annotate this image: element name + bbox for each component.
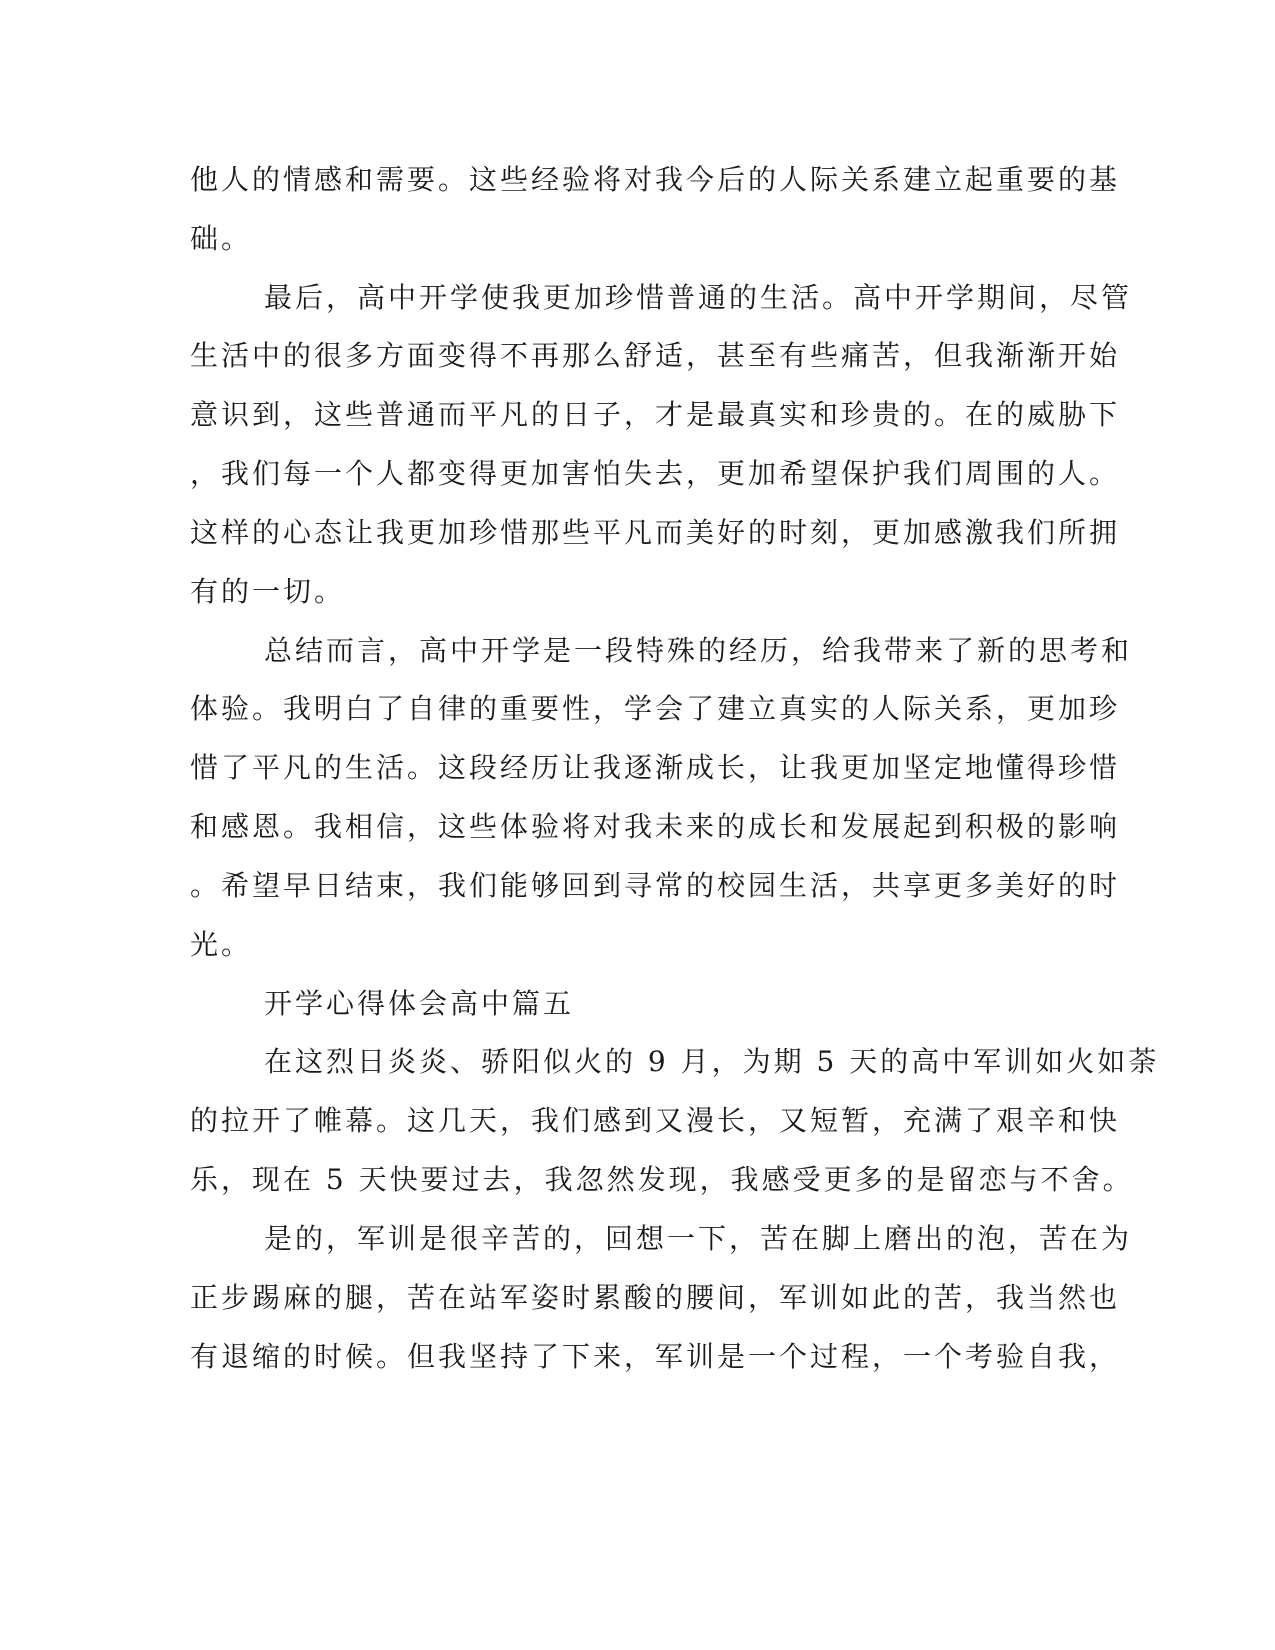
text-line: 体验。我明白了自律的重要性，学会了建立真实的人际关系，更加珍	[190, 692, 1121, 725]
text-line: 的拉开了帷幕。这几天，我们感到又漫长，又短暂，充满了艰辛和快	[190, 1104, 1121, 1137]
text-line: ，我们每一个人都变得更加害怕失去，更加希望保护我们周围的人。	[190, 457, 1121, 490]
paragraph-start-line: 总结而言，高中开学是一段特殊的经历，给我带来了新的思考和	[264, 634, 1133, 667]
text-line: 正步踢麻的腿，苦在站军姿时累酸的腰间，军训如此的苦，我当然也	[190, 1281, 1121, 1314]
text-line: 础。	[190, 222, 253, 255]
text-line: 惜了平凡的生活。这段经历让我逐渐成长，让我更加坚定地懂得珍惜	[190, 751, 1121, 784]
text-line: 乐，现在 5 天快要过去，我忽然发现，我感受更多的是留恋与不舍。	[190, 1163, 1134, 1196]
paragraph-start-line: 在这烈日炎炎、骄阳似火的 9 月，为期 5 天的高中军训如火如荼	[264, 1045, 1160, 1078]
text-line: 光。	[190, 928, 253, 961]
text-line: 生活中的很多方面变得不再那么舒适，甚至有些痛苦，但我渐渐开始	[190, 339, 1121, 372]
text-line: 。希望早日结束，我们能够回到寻常的校园生活，共享更多美好的时	[190, 869, 1121, 902]
text-line: 他人的情感和需要。这些经验将对我今后的人际关系建立起重要的基	[190, 163, 1121, 196]
paragraph-start-line: 最后，高中开学使我更加珍惜普通的生活。高中开学期间，尽管	[264, 281, 1133, 314]
text-line: 有退缩的时候。但我坚持了下来，军训是一个过程，一个考验自我，	[190, 1340, 1121, 1373]
text-line: 有的一切。	[190, 575, 346, 608]
text-line: 和感恩。我相信，这些体验将对我未来的成长和发展起到积极的影响	[190, 810, 1121, 843]
section-heading: 开学心得体会高中篇五	[264, 987, 575, 1020]
text-line: 意识到，这些普通而平凡的日子，才是最真实和珍贵的。在的威胁下	[190, 398, 1121, 431]
text-line: 这样的心态让我更加珍惜那些平凡而美好的时刻，更加感激我们所拥	[190, 516, 1121, 549]
paragraph-start-line: 是的，军训是很辛苦的，回想一下，苦在脚上磨出的泡，苦在为	[264, 1222, 1133, 1255]
